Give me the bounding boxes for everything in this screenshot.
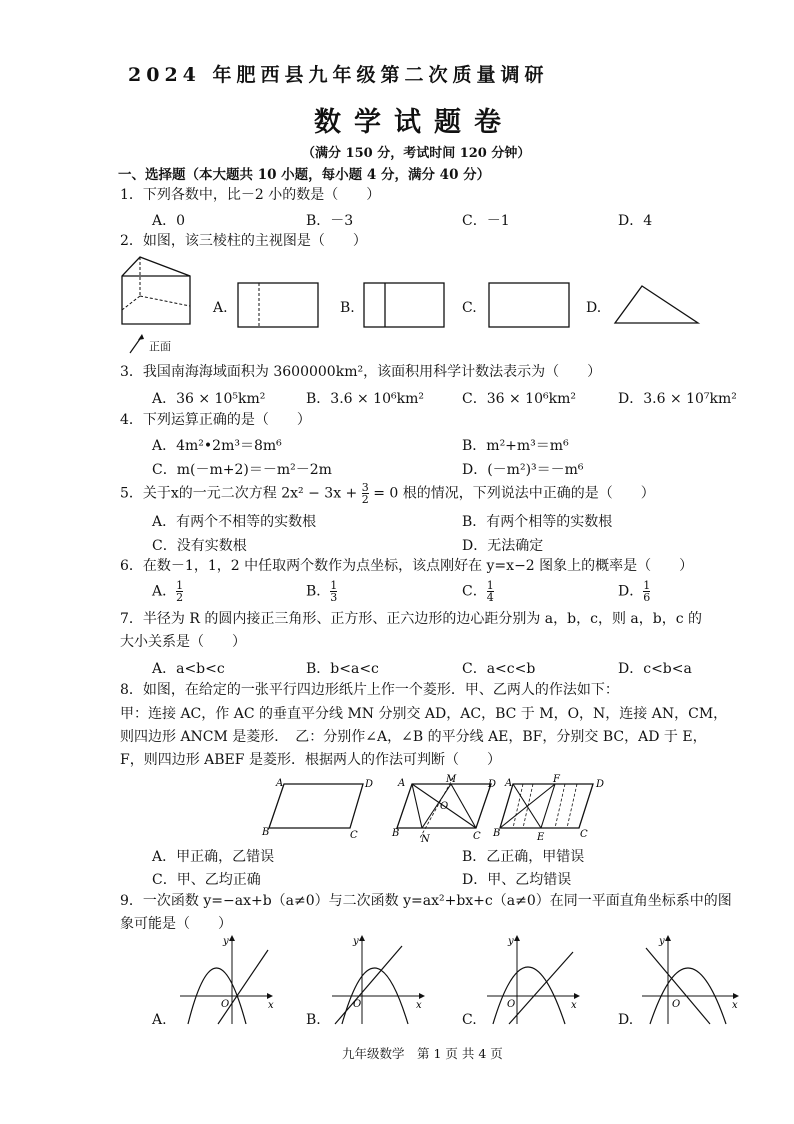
question-4-option-c: C．m(－m+2)＝－m²－2m <box>152 462 332 478</box>
axis-y-label: y <box>508 936 514 947</box>
question-5-option-b: B．有两个相等的实数根 <box>462 514 613 530</box>
label-e: E <box>537 832 545 843</box>
question-7-option-b: B．b<a<c <box>306 661 379 677</box>
question-3-option-a: A．36 × 10⁵km² <box>152 391 266 407</box>
label-m: M <box>446 774 457 785</box>
origin-label: O <box>507 999 516 1010</box>
question-5-stem <box>120 482 655 505</box>
label-d: D <box>596 779 605 790</box>
label-b: B <box>392 828 400 839</box>
question-2-option-a: A. <box>213 300 228 316</box>
label-b: B <box>262 827 270 838</box>
question-8-stem-line1: 8．如图，在给定的一张平行四边形纸片上作一个菱形．甲、乙两人的作法如下： <box>120 682 619 698</box>
axis-x-label: x <box>732 1000 738 1011</box>
question-3-option-d: D．3.6 × 10⁷km² <box>618 391 737 407</box>
question-4-option-d: D．(－m²)³＝－m⁶ <box>462 462 584 478</box>
question-4-option-a: A．4m²•2m³＝8m⁶ <box>152 438 282 454</box>
question-2-option-c: C. <box>462 300 477 316</box>
question-6-stem: 6．在数－1，1，2 中任取两个数作为点坐标，该点刚好在 y=x−2 图象上的概率是（ ） <box>120 558 694 574</box>
question-1-option-a: A．0 <box>152 213 186 229</box>
label-a: A <box>276 778 284 789</box>
axis-y-label: y <box>353 936 359 947</box>
question-1-option-d: D．4 <box>618 213 653 229</box>
question-8-option-b: B．乙正确，甲错误 <box>462 849 585 865</box>
label-c: C <box>473 831 481 842</box>
question-1-stem: 1．下列各数中，比－2 小的数是（ ） <box>120 187 381 203</box>
label-d: D <box>488 779 497 790</box>
axis-x-label: x <box>416 1000 422 1011</box>
question-4-option-b: B．m²+m³＝m⁶ <box>462 438 569 454</box>
exam-info: （满分 150 分，考试时间 120 分钟） <box>302 146 531 161</box>
exam-title: 2024 年肥西县九年级第二次质量调研 <box>128 64 549 86</box>
question-7-option-d: D．c<b<a <box>618 661 692 677</box>
label-a: A <box>505 778 513 789</box>
question-5-option-c: C．没有实数根 <box>152 538 247 554</box>
front-view-label: 正面 <box>149 340 171 353</box>
question-7-stem-line2: 大小关系是（ ） <box>120 634 246 650</box>
question-6-option-b: B． $\frac{1}{3}$ <box>306 579 338 604</box>
question-6-option-c: C． $\frac{1}{4}$ <box>462 579 494 604</box>
question-9-graph-b <box>330 932 430 1027</box>
question-3-option-b: B．3.6 × 10⁶km² <box>306 391 424 407</box>
axis-x-label: x <box>268 1000 274 1011</box>
method-yi-figure <box>493 774 608 842</box>
origin-label: O <box>221 999 230 1010</box>
question-7-option-a: A．a<b<c <box>152 661 225 677</box>
question-8-option-c: C．甲、乙均正确 <box>152 872 261 888</box>
origin-label: O <box>672 999 681 1010</box>
label-n: N <box>421 834 430 845</box>
page-footer: 九年级数学 第 1 页 共 4 页 <box>342 1046 503 1061</box>
question-3-option-c: C．36 × 10⁶km² <box>462 391 576 407</box>
label-a: A <box>398 778 406 789</box>
question-2-figure-a <box>237 282 319 328</box>
question-9-option-b: B. <box>306 1012 321 1028</box>
question-1-option-c: C．－1 <box>462 213 510 229</box>
question-2-figure-b <box>363 282 445 328</box>
question-3-stem: 3．我国南海海域面积为 3600000km²，该面积用科学计数法表示为（ ） <box>120 364 602 380</box>
question-7-stem-line1: 7．半径为 R 的圆内接正三角形、正方形、正六边形的边心距分别为 a，b，c，则 a，b，c 的 <box>120 611 702 627</box>
label-f: F <box>553 774 560 785</box>
question-5-fraction: $\frac{3}{2}$ <box>361 481 369 506</box>
axis-y-label: y <box>659 936 665 947</box>
question-6-option-a: A． $\frac{1}{2}$ <box>152 579 184 604</box>
question-8-stem-line4: F，则四边形 ABEF 是菱形．根据两人的作法可判断（ ） <box>120 752 501 768</box>
question-2-option-d: D. <box>586 300 602 316</box>
label-d: D <box>365 779 374 790</box>
question-5-option-d: D．无法确定 <box>462 538 544 554</box>
question-5-stem-part1: 5．关于x的一元二次方程 2x² − 3x + <box>120 485 358 502</box>
question-4-stem: 4．下列运算正确的是（ ） <box>120 412 311 428</box>
question-2-figure-c <box>488 282 570 328</box>
question-9-graph-c <box>485 932 585 1027</box>
question-2-figure-d <box>612 284 702 326</box>
label-o: O <box>440 801 449 812</box>
question-1-option-b: B．－3 <box>306 213 354 229</box>
question-9-option-d: D. <box>618 1012 634 1028</box>
method-jia-figure <box>393 776 503 844</box>
label-c: C <box>580 829 588 840</box>
origin-label: O <box>353 999 362 1010</box>
question-5-stem-part2: = 0 根的情况，下列说法中正确的是（ ） <box>373 485 655 502</box>
exam-subtitle: 数学试题卷 <box>314 107 514 138</box>
question-8-stem-line3: 则四边形 ANCM 是菱形． 乙：分别作∠A，∠B 的平分线 AE，BF，分别交 BC，AD 于 E， <box>120 729 707 745</box>
question-9-option-c: C. <box>462 1012 477 1028</box>
axis-x-label: x <box>571 1000 577 1011</box>
question-9-graph-a <box>178 932 278 1027</box>
question-7-option-c: C．a<c<b <box>462 661 536 677</box>
question-9-graph-d <box>640 932 745 1027</box>
question-2-option-b: B. <box>340 300 355 316</box>
question-8-option-a: A．甲正确，乙错误 <box>152 849 275 865</box>
question-6-option-d: D． $\frac{1}{6}$ <box>618 579 651 604</box>
question-2-stem: 2．如图，该三棱柱的主视图是（ ） <box>120 233 367 249</box>
question-9-stem-line2: 象可能是（ ） <box>120 916 232 932</box>
section-heading: 一、选择题（本大题共 10 小题，每小题 4 分，满分 40 分） <box>118 167 491 183</box>
parallelogram-figure <box>262 776 374 840</box>
axis-y-label: y <box>223 936 229 947</box>
question-5-option-a: A．有两个不相等的实数根 <box>152 514 317 530</box>
label-c: C <box>350 830 358 841</box>
label-b: B <box>493 828 501 839</box>
question-8-option-d: D．甲、乙均错误 <box>462 872 572 888</box>
question-9-option-a: A. <box>152 1012 167 1028</box>
question-8-stem-line2: 甲：连接 AC，作 AC 的垂直平分线 MN 分别交 AD，AC，BC 于 M，O，N，连接 AN，CM， <box>120 706 728 722</box>
question-9-stem-line1: 9．一次函数 y=−ax+b（a≠0）与二次函数 y=ax²+bx+c（a≠0）在同一平面直角坐标系中的图 <box>120 893 732 909</box>
